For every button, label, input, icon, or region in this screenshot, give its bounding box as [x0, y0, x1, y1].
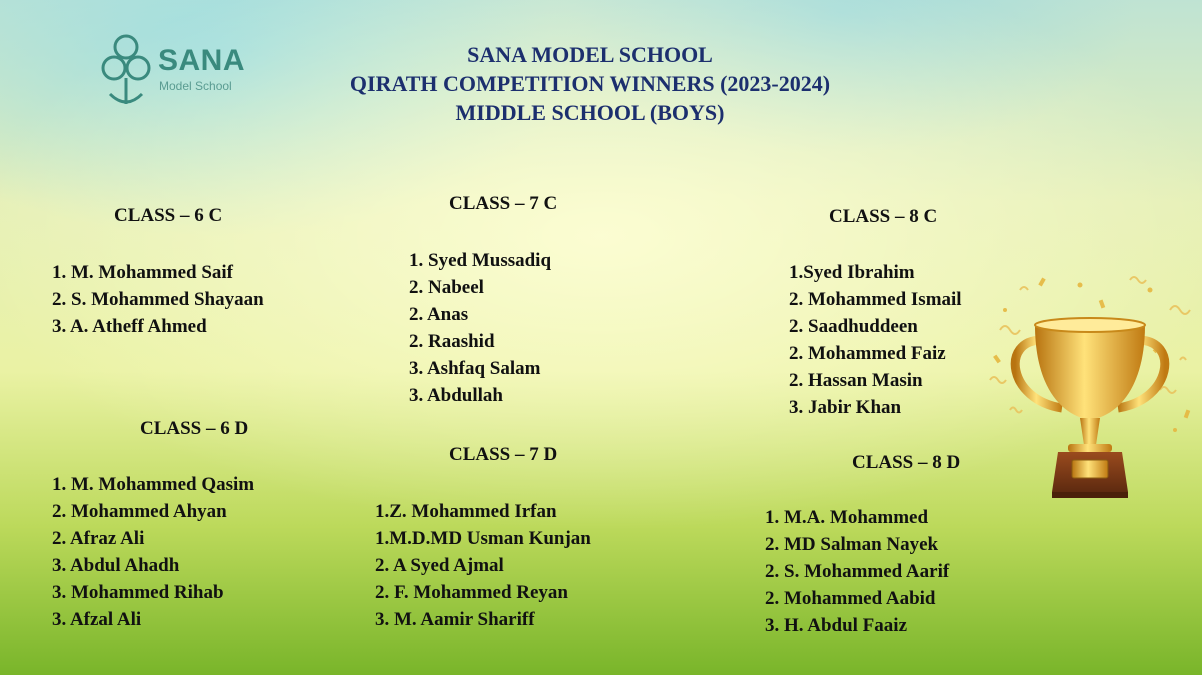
title-competition: QIRATH COMPETITION WINNERS (2023-2024)	[349, 71, 831, 96]
class-title: CLASS – 8 C	[829, 206, 938, 227]
winner-item: 3. Abdul Ahadh	[52, 555, 180, 576]
winner-item: 2. S. Mohammed Aarif	[765, 561, 950, 582]
winner-item: 2. Mohammed Ismail	[789, 289, 962, 310]
winner-item: 3. A. Atheff Ahmed	[52, 316, 207, 337]
winner-item: 2. MD Salman Nayek	[765, 534, 939, 555]
winner-item: 3. Ashfaq Salam	[409, 358, 541, 379]
winner-item: 2. Mohammed Ahyan	[52, 501, 227, 522]
winner-item: 1. Syed Mussadiq	[409, 250, 552, 271]
winner-item: 2. Saadhuddeen	[789, 316, 918, 337]
winners-list	[409, 247, 551, 409]
logo-subtitle: Model School	[159, 79, 232, 93]
winner-item: 2. A Syed Ajmal	[375, 555, 504, 576]
trophy-decoration	[980, 270, 1200, 500]
winners-list	[765, 504, 949, 639]
winner-item: 2. Nabeel	[409, 277, 484, 298]
class-title: CLASS – 7 C	[449, 193, 558, 214]
winner-item: 3. Abdullah	[409, 385, 503, 406]
winner-item: 2. Anas	[409, 304, 469, 325]
school-logo	[100, 32, 260, 112]
clover-flower-icon	[100, 32, 156, 112]
title-school: SANA MODEL SCHOOL	[467, 42, 713, 67]
winner-item: 1.Syed Ibrahim	[789, 262, 915, 283]
page-title	[300, 40, 880, 127]
winner-item: 2. Raashid	[409, 331, 495, 352]
winners-list	[52, 471, 254, 633]
winner-item: 3. H. Abdul Faaiz	[765, 615, 907, 636]
winner-item: 1. M.A. Mohammed	[765, 507, 929, 528]
winner-item: 3. Mohammed Rihab	[52, 582, 224, 603]
winner-item: 1.M.D.MD Usman Kunjan	[375, 528, 591, 549]
winners-list	[375, 498, 591, 633]
class-title: CLASS – 8 D	[852, 452, 961, 473]
class-title: CLASS – 7 D	[449, 444, 558, 465]
winner-item: 2. Hassan Masin	[789, 370, 923, 391]
winner-item: 1. M. Mohammed Qasim	[52, 474, 255, 495]
gold-trophy-icon	[980, 270, 1200, 500]
winner-item: 3. Jabir Khan	[789, 397, 902, 418]
winner-item: 2. F. Mohammed Reyan	[375, 582, 568, 603]
winners-list	[789, 259, 962, 421]
winner-item: 3. M. Aamir Shariff	[375, 609, 535, 630]
winner-item: 2. Afraz Ali	[52, 528, 145, 549]
winner-item: 2. S. Mohammed Shayaan	[52, 289, 264, 310]
winner-item: 1.Z. Mohammed Irfan	[375, 501, 557, 522]
class-title: CLASS – 6 D	[140, 418, 249, 439]
title-section: MIDDLE SCHOOL (BOYS)	[455, 100, 725, 125]
winner-item: 1. M. Mohammed Saif	[52, 262, 234, 283]
class-title: CLASS – 6 C	[114, 205, 223, 226]
winner-item: 3. Afzal Ali	[52, 609, 142, 630]
logo-name: SANA	[158, 44, 246, 77]
winner-item: 2. Mohammed Aabid	[765, 588, 936, 609]
winners-list	[52, 259, 264, 340]
winner-item: 2. Mohammed Faiz	[789, 343, 946, 364]
